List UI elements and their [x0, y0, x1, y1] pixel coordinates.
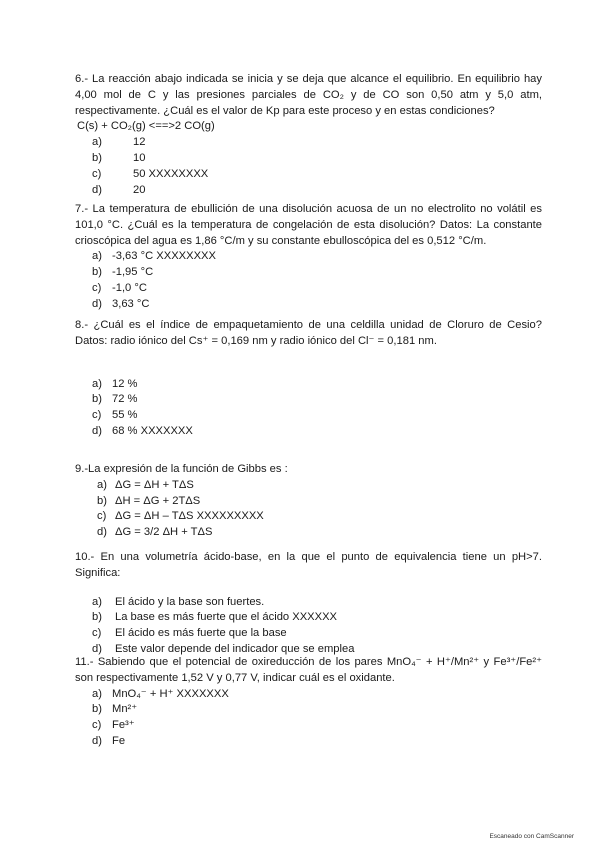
option-b: b) Mn²⁺: [92, 703, 138, 716]
scanner-watermark: Escaneado con CamScanner: [489, 833, 574, 840]
question-10-options: [75, 595, 542, 658]
question-6-options: [75, 135, 542, 198]
question-11-text: 11.- Sabiendo que el potencial de oxireducción de los pares MnO₄⁻ + H⁺/Mn²⁺ y Fe³⁺/Fe²⁺ son respectivamente 1,52 V y 0,77 V, indicar cuál es el oxidante.: [75, 656, 542, 684]
option-c: c) 50 XXXXXXXX: [92, 167, 209, 180]
option-c: c) 55 %: [92, 409, 138, 422]
question-6-reaction: C(s) + CO₂(g) <==>2 CO(g): [77, 120, 215, 133]
option-a: a) ΔG = ΔH + TΔS: [97, 478, 194, 491]
question-11: [75, 655, 542, 750]
question-8: [75, 318, 542, 440]
option-d: d) Fe: [92, 734, 126, 747]
option-c: c) El ácido es más fuerte que la base: [92, 627, 287, 640]
option-d: d) 20: [92, 183, 146, 196]
question-7: [75, 202, 542, 313]
option-d: d) 68 % XXXXXXX: [92, 424, 193, 437]
option-b: b) 10: [92, 151, 146, 164]
question-10-text: 10.- En una volumetría ácido-base, en la que el punto de equivalencia tiene un pH>7. Significa:: [75, 551, 542, 579]
option-b: b) 72 %: [92, 393, 138, 406]
option-a: a) El ácido y la base son fuertes.: [92, 595, 265, 608]
question-9-text: 9.-La expresión de la función de Gibbs es :: [75, 463, 288, 475]
option-d: d) 3,63 °C: [92, 297, 150, 310]
option-c: c) -1,0 °C: [92, 281, 147, 294]
question-6: [75, 72, 542, 198]
question-6-text: 6.- La reacción abajo indicada se inicia y se deja que alcance el equilibrio. En equilibrio hay 4,00 mol de C y las presiones parciales de CO₂ y de CO son 0,50 atm y 5,0 atm, respectivamente. ¿Cuál es el valor de Kp para este proceso y en estas condiciones?: [75, 73, 542, 117]
option-a: a) MnO₄⁻ + H⁺ XXXXXXX: [92, 687, 229, 700]
question-7-text: 7.- La temperatura de ebullición de una disolución acuosa de un no electrolito no volátil es 101,0 °C. ¿Cuál es la temperatura de congelación de esta disolución? Datos: La constante crioscópica del agua es 1,86 °C/m y su constante ebulloscópica del es 0,512 °C/m.: [75, 203, 542, 247]
question-9-options: [75, 478, 542, 541]
option-d: d) Este valor depende del indicador que se emplea: [92, 642, 355, 655]
option-b: b) ΔH = ΔG + 2TΔS: [97, 494, 201, 507]
option-a: a) 12: [92, 136, 146, 149]
option-c: c) Fe³⁺: [92, 719, 135, 732]
question-8-options: [75, 377, 542, 440]
option-d: d) ΔG = 3/2 ΔH + TΔS: [97, 526, 213, 539]
option-c: c) ΔG = ΔH – TΔS XXXXXXXXX: [97, 510, 264, 523]
question-11-options: [75, 687, 542, 750]
question-8-text: 8.- ¿Cuál es el índice de empaquetamiento de una celdilla unidad de Cloruro de Cesio? Datos: radio iónico del Cs⁺ = 0,169 nm y radio iónico del Cl⁻ = 0,181 nm.: [75, 319, 542, 347]
option-b: b) -1,95 °C: [92, 266, 154, 279]
option-a: a) 12 %: [92, 377, 138, 390]
question-7-options: [75, 249, 542, 312]
question-10: [75, 550, 542, 658]
question-9: [75, 462, 542, 541]
option-b: b) La base es más fuerte que el ácido XXXXXX: [92, 611, 338, 624]
option-a: a) -3,63 °C XXXXXXXX: [92, 250, 216, 263]
